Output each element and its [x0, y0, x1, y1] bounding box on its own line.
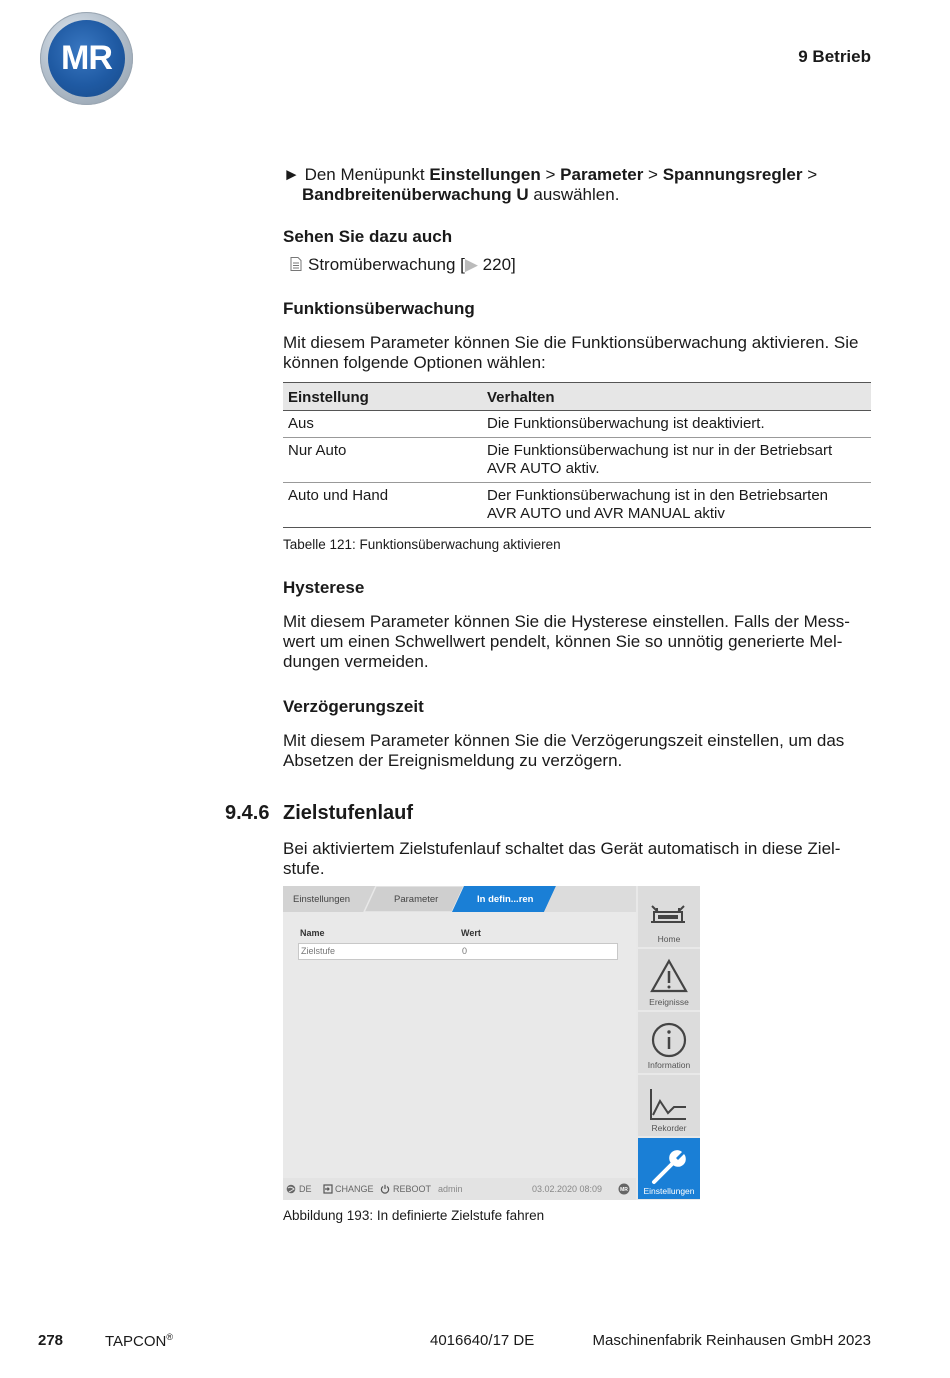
see-also-link[interactable] [290, 255, 516, 275]
sidebar-label: Rekorder [651, 1123, 687, 1133]
section-line-2: stufe. [283, 859, 325, 878]
section-title: Zielstufenlauf [283, 802, 414, 824]
section-number: 9.4.6 [225, 802, 270, 824]
instruction-prefix: Den Menüpunkt [304, 165, 430, 184]
reboot-label[interactable]: REBOOT [393, 1184, 432, 1194]
sidebar-item-information[interactable] [638, 1012, 700, 1073]
col-header-verhalten: Verhalten [482, 383, 871, 411]
table-row [283, 438, 871, 483]
verzoegerung-line-2: Absetzen der Ereignismeldung zu verzögern. [283, 751, 623, 770]
datetime-label: 03.02.2020 08:09 [532, 1184, 603, 1194]
change-label[interactable]: CHANGE [335, 1184, 374, 1194]
sidebar-label: Einstellungen [643, 1186, 695, 1196]
login-icon[interactable] [323, 1184, 333, 1196]
mr-mini-logo-icon [618, 1183, 630, 1197]
col-header-einstellung: Einstellung [283, 383, 482, 411]
see-also-heading: Sehen Sie dazu auch [283, 227, 453, 246]
hysterese-line-3: dungen vermeiden. [283, 652, 429, 671]
instruction-step [283, 165, 883, 185]
sidebar-item-rekorder[interactable] [638, 1075, 700, 1136]
breadcrumb-item-parameter[interactable]: Parameter [394, 893, 439, 905]
svg-text:MR: MR [620, 1187, 628, 1193]
breadcrumb-item-current[interactable]: In defin...ren [477, 893, 534, 905]
globe-icon[interactable] [286, 1184, 296, 1196]
table-cell: Auto und Hand [283, 483, 482, 528]
menu-item-einstellungen: Einstellungen [429, 165, 541, 184]
see-also-link-text: Stromüberwachung [ [308, 255, 465, 274]
parameter-list [283, 912, 636, 1178]
logo-text: MR [61, 39, 112, 77]
logo-badge [48, 20, 125, 97]
product-label: TAPCON [105, 1333, 167, 1350]
parameter-value: 0 [462, 946, 468, 956]
hysterese-line-1: Mit diesem Parameter können Sie die Hysterese einstellen. Falls der Mess- [283, 612, 850, 631]
menu-item-bandbreite: Bandbreitenüberwachung U [302, 185, 529, 204]
doc-number: 4016640/17 DE [430, 1332, 535, 1349]
instruction-suffix: auswählen. [528, 185, 620, 204]
table-row [283, 411, 871, 438]
table-cell: Nur Auto [283, 438, 482, 483]
figure-caption: Abbildung 193: In definierte Zielstufe fahren [283, 1208, 545, 1223]
sidebar-label: Ereignisse [649, 997, 689, 1007]
see-also-page: 220] [477, 255, 516, 274]
table-cell: Der Funktionsüberwachung ist in den Betriebsarten AVR AUTO und AVR MANUAL aktiv [482, 483, 871, 528]
section-line-1: Bei aktiviertem Zielstufenlauf schaltet das Gerät automatisch in diese Ziel- [283, 839, 841, 858]
breadcrumb-item-einstellungen[interactable]: Einstellungen [293, 893, 351, 905]
status-bar [283, 1178, 636, 1200]
col-value-header: Wert [461, 928, 481, 938]
funktion-text-1: Mit diesem Parameter können Sie die Funktionsüberwachung aktivieren. Sie [283, 333, 859, 352]
funktion-heading: Funktionsüberwachung [283, 299, 475, 318]
document-icon [290, 256, 302, 270]
verzoegerung-heading: Verzögerungszeit [283, 697, 424, 716]
step-arrow-icon: ► [283, 165, 300, 184]
menu-sep: > [802, 165, 818, 184]
sidebar-label: Information [647, 1060, 691, 1070]
table-cell: Aus [283, 411, 482, 438]
menu-item-parameter: Parameter [560, 165, 644, 184]
sidebar-label: Home [657, 934, 681, 944]
chapter-title: 9 Betrieb [798, 47, 871, 66]
table-caption: Tabelle 121: Funktionsüberwachung aktivieren [283, 537, 561, 552]
parameter-row[interactable] [298, 943, 618, 960]
power-icon[interactable] [380, 1184, 390, 1196]
mr-logo [40, 12, 133, 105]
language-label[interactable]: DE [299, 1184, 312, 1194]
options-table-wrap [283, 382, 871, 528]
page-number: 278 [38, 1332, 64, 1349]
user-label: admin [438, 1184, 463, 1194]
hysterese-line-2: wert um einen Schwellwert pendelt, können Sie so unnötig generierte Mel- [283, 632, 843, 651]
breadcrumb [283, 886, 636, 912]
play-triangle-icon: ▶ [464, 255, 478, 274]
table-cell: Die Funktionsüberwachung ist deaktiviert. [482, 411, 871, 438]
menu-item-spannungsregler: Spannungsregler [662, 165, 803, 184]
sidebar-item-einstellungen[interactable] [638, 1138, 700, 1199]
options-table [283, 382, 871, 528]
company-name: Maschinenfabrik Reinhausen GmbH 2023 [592, 1332, 871, 1349]
funktion-text-2: können folgende Optionen wählen: [283, 353, 546, 372]
table-header-row [283, 383, 871, 411]
sidebar-item-ereignisse[interactable] [638, 949, 700, 1010]
hysterese-heading: Hysterese [283, 578, 365, 597]
sidebar-item-home[interactable] [638, 886, 700, 947]
menu-sep: > [643, 165, 663, 184]
instruction-line2 [302, 185, 619, 205]
parameter-name: Zielstufe [301, 946, 336, 956]
table-row [283, 483, 871, 528]
verzoegerung-line-1: Mit diesem Parameter können Sie die Verzögerungszeit einstellen, um das [283, 731, 845, 750]
table-cell: Die Funktionsüberwachung ist nur in der Betriebsart AVR AUTO aktiv. [482, 438, 871, 483]
menu-sep: > [540, 165, 561, 184]
registered-mark: ® [166, 1332, 174, 1342]
col-name-header: Name [300, 928, 325, 938]
product-name [105, 1332, 173, 1350]
device-screenshot [283, 886, 700, 1200]
